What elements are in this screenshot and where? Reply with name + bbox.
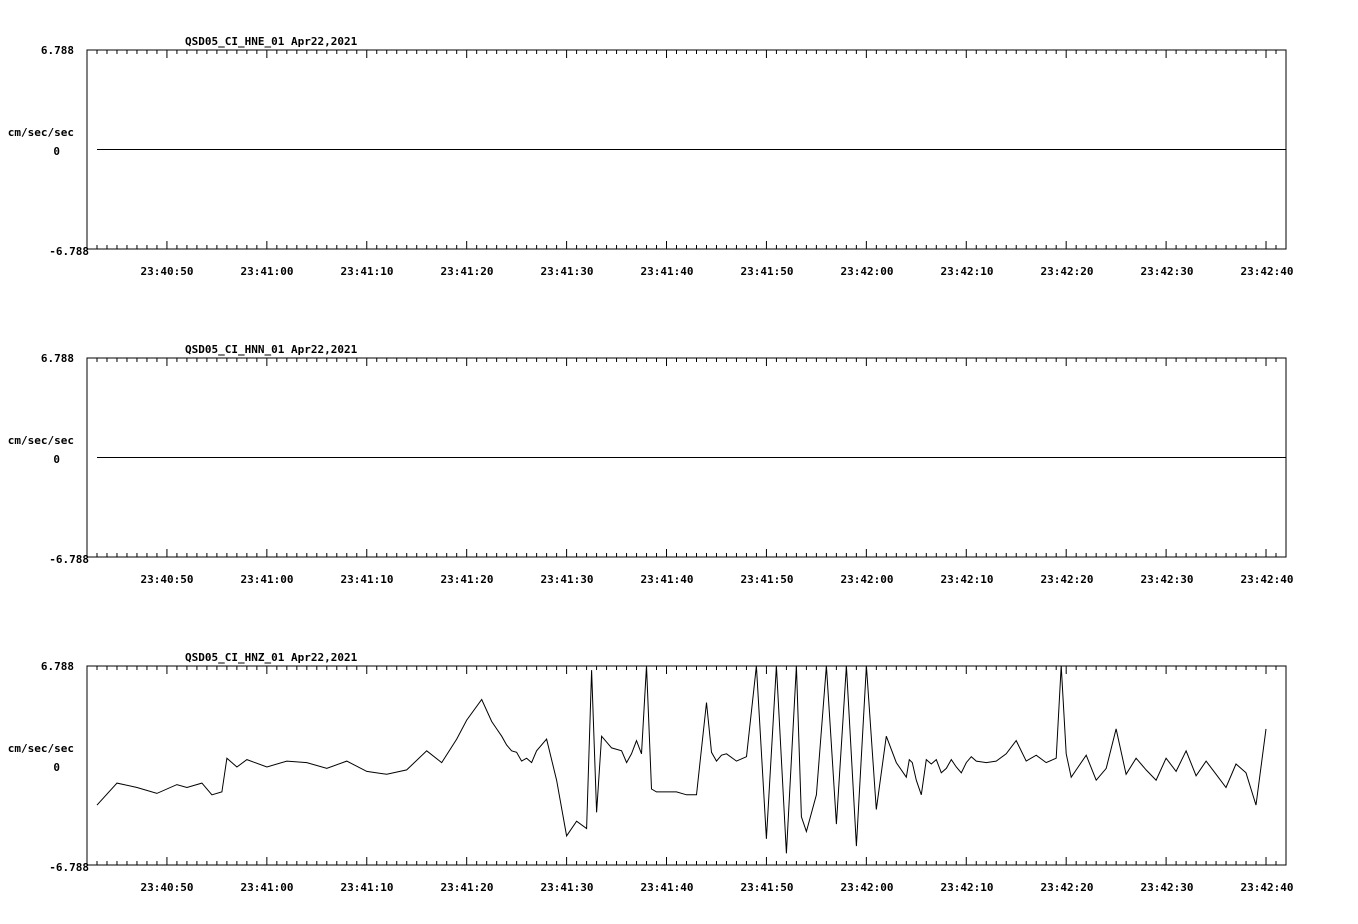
x-tick-label: 23:41:30 [540, 265, 594, 278]
x-tick-label: 23:42:40 [1240, 573, 1294, 586]
x-tick-label: 23:41:30 [540, 573, 594, 586]
x-tick-label: 23:41:00 [240, 573, 294, 586]
panel-hne [8, 35, 1294, 278]
x-tick-label: 23:42:30 [1140, 881, 1194, 894]
panel-title: QSD05_CI_HNN_01 Apr22,2021 [185, 343, 358, 356]
y-max-label: 6.788 [40, 660, 74, 673]
x-tick-label: 23:41:00 [240, 881, 294, 894]
x-tick-label: 23:42:30 [1140, 573, 1194, 586]
x-tick-label: 23:41:10 [340, 265, 394, 278]
x-tick-label: 23:41:00 [240, 265, 294, 278]
x-tick-label: 23:41:40 [640, 573, 694, 586]
x-tick-labels [141, 881, 1294, 894]
x-tick-label: 23:42:10 [940, 265, 994, 278]
x-tick-label: 23:42:20 [1040, 573, 1094, 586]
x-tick-label: 23:41:40 [640, 265, 694, 278]
trace-line [97, 666, 1266, 854]
y-axis-label: cm/sec/sec [7, 434, 74, 447]
x-tick-labels [141, 573, 1294, 586]
x-tick-label: 23:42:40 [1240, 881, 1294, 894]
x-tick-label: 23:40:50 [140, 881, 194, 894]
x-tick-label: 23:41:30 [540, 881, 594, 894]
x-tick-label: 23:40:50 [140, 265, 194, 278]
x-tick-label: 23:42:40 [1240, 265, 1294, 278]
x-tick-label: 23:42:00 [840, 265, 894, 278]
plot-frame [87, 666, 1286, 865]
y-axis-label: cm/sec/sec [7, 742, 74, 755]
x-tick-label: 23:41:50 [740, 265, 794, 278]
x-tick-label: 23:41:20 [440, 573, 494, 586]
x-ticks [97, 666, 1286, 865]
panel-hnn [8, 343, 1294, 586]
y-zero-label: 0 [53, 453, 60, 466]
x-tick-label: 23:42:00 [840, 573, 894, 586]
y-min-label: -6.788 [49, 553, 89, 566]
panel-title: QSD05_CI_HNZ_01 Apr22,2021 [185, 651, 358, 664]
y-max-label: 6.788 [40, 352, 74, 365]
x-tick-label: 23:41:50 [740, 573, 794, 586]
x-tick-label: 23:42:00 [840, 881, 894, 894]
panel-hnz [8, 651, 1294, 894]
x-tick-label: 23:42:20 [1040, 265, 1094, 278]
y-max-label: 6.788 [40, 44, 74, 57]
y-zero-label: 0 [53, 145, 60, 158]
panel-title: QSD05_CI_HNE_01 Apr22,2021 [185, 35, 358, 48]
x-tick-label: 23:42:20 [1040, 881, 1094, 894]
x-tick-label: 23:42:10 [940, 573, 994, 586]
y-axis-label: cm/sec/sec [7, 126, 74, 139]
x-tick-label: 23:40:50 [140, 573, 194, 586]
x-tick-label: 23:41:10 [340, 881, 394, 894]
y-min-label: -6.788 [49, 245, 89, 258]
x-tick-label: 23:41:20 [440, 881, 494, 894]
x-tick-label: 23:42:10 [940, 881, 994, 894]
x-tick-label: 23:41:10 [340, 573, 394, 586]
x-tick-label: 23:42:30 [1140, 265, 1194, 278]
y-min-label: -6.788 [49, 861, 89, 874]
x-tick-label: 23:41:50 [740, 881, 794, 894]
y-zero-label: 0 [53, 761, 60, 774]
x-tick-labels [141, 265, 1294, 278]
x-tick-label: 23:41:40 [640, 881, 694, 894]
x-tick-label: 23:41:20 [440, 265, 494, 278]
